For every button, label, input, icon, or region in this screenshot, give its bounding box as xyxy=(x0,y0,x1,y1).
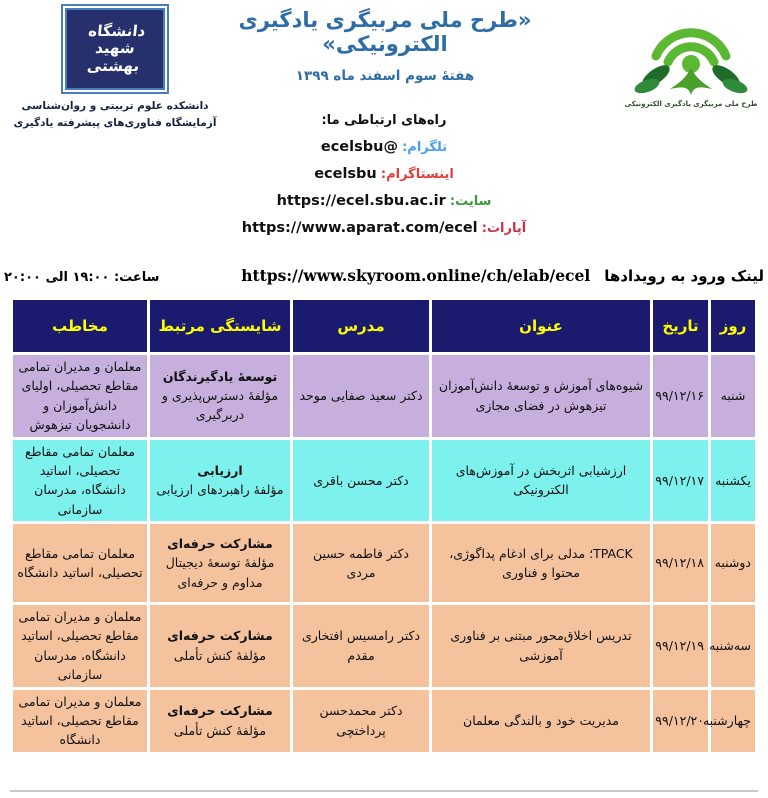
page-subtitle: هفتهٔ سوم اسفند ماه ۱۳۹۹ xyxy=(295,68,475,84)
cell-day: چهارشنبه xyxy=(711,690,755,752)
contact-aparat xyxy=(0,220,768,236)
cell-day: دوشنبه xyxy=(711,524,755,602)
cell-date: ۹۹/۱۲/۱۶ xyxy=(653,355,708,437)
cell-title: تدریس اخلاق‌محور مبتنی بر فناوری آموزشی xyxy=(432,605,650,687)
table-row-tuesday xyxy=(13,605,755,687)
competency-main: مشارکت حرفه‌ای xyxy=(167,703,273,719)
competency-main: مشارکت حرفه‌ای xyxy=(167,628,273,644)
cell-competency xyxy=(150,440,290,522)
events-bar xyxy=(4,266,764,285)
instagram-label: اینستاگرام: xyxy=(380,167,454,182)
cell-audience: معلمان و مدیران تمامی مقاطع تحصیلی، اساتید دانشگاه، مدرسان سازمانی xyxy=(13,605,147,687)
cell-title: TPACK؛ مدلی برای ادغام پداگوژی، محتوا و فناوری xyxy=(432,524,650,602)
contact-instagram xyxy=(0,166,768,182)
skyroom-events-url[interactable]: https://www.skyroom.online/ch/elab/ecel xyxy=(241,266,591,285)
telegram-label: تلگرام: xyxy=(402,140,448,155)
table-row-saturday xyxy=(13,355,755,437)
cell-audience: معلمان تمامی مقاطع تحصیلی، اساتید دانشگاه، مدرسان سازمانی xyxy=(13,440,147,522)
competency-sub: مؤلفهٔ توسعهٔ دیجیتال مداوم و حرفه‌ای xyxy=(165,555,275,590)
cell-audience: معلمان و مدیران تمامی مقاطع تحصیلی، اولیای دانش‌آموزان و دانشجویان تیزهوش xyxy=(13,355,147,437)
table-row-monday xyxy=(13,524,755,602)
schedule-table xyxy=(10,297,758,755)
aparat-url[interactable]: https://www.aparat.com/ecel xyxy=(241,220,478,236)
cell-date: ۹۹/۱۲/۱۸ xyxy=(653,524,708,602)
instagram-handle[interactable]: ecelsbu xyxy=(314,166,377,182)
sbu-university-logo xyxy=(65,8,165,90)
aparat-label: آپارات: xyxy=(481,221,527,236)
cell-day: یکشنبه xyxy=(711,440,755,522)
faculty-caption: دانشکده علوم تربیتی و روان‌شناسی xyxy=(21,100,209,112)
cell-date: ۹۹/۱۲/۱۹ xyxy=(653,605,708,687)
website-url[interactable]: https://ecel.sbu.ac.ir xyxy=(276,193,446,209)
telegram-handle[interactable]: @ecelsbu xyxy=(320,139,398,155)
cell-competency xyxy=(150,690,290,752)
contact-telegram xyxy=(0,139,768,155)
cropped-next-row-edge xyxy=(10,790,758,792)
competency-sub: مؤلفهٔ کنش تأملی xyxy=(173,722,267,738)
cell-instructor: دکتر رامسیس افتخاری مقدم xyxy=(293,605,429,687)
cell-competency xyxy=(150,605,290,687)
cell-title: ارزشیابی اثربخش در آموزش‌های الکترونیکی xyxy=(432,440,650,522)
cell-instructor: دکتر سعید صفایی موحد xyxy=(293,355,429,437)
competency-main: مشارکت حرفه‌ای xyxy=(167,535,273,551)
cell-audience: معلمان تمامی مقاطع تحصیلی، اساتید دانشگاه xyxy=(13,524,147,602)
header-competency: شایستگی مرتبط xyxy=(150,300,290,352)
ecel-logo-block xyxy=(616,2,766,108)
table-row-wednesday xyxy=(13,690,755,752)
competency-sub: مؤلفهٔ کنش تأملی xyxy=(173,647,267,663)
sbu-logo-calligraphy: دانشگاه شهید بهشتی xyxy=(86,22,147,75)
table-header-row xyxy=(13,300,755,352)
cell-title: مدیریت خود و بالندگی معلمان xyxy=(432,690,650,752)
lab-caption: آزمایشگاه فناوری‌های پیشرفته یادگیری xyxy=(13,116,217,129)
competency-main: توسعهٔ یادگیرندگان xyxy=(162,368,278,384)
cell-competency xyxy=(150,524,290,602)
contact-section xyxy=(0,113,768,236)
cell-instructor: دکتر فاطمه حسین مردی xyxy=(293,524,429,602)
session-time: ساعت: ۱۹:۰۰ الی ۲۰:۰۰ xyxy=(4,270,160,285)
contact-website xyxy=(0,193,768,209)
cell-competency xyxy=(150,355,290,437)
cell-title: شیوه‌های آموزش و توسعهٔ دانش‌آموزان تیزهوش در فضای مجازی xyxy=(432,355,650,437)
header-date: تاریخ xyxy=(653,300,708,352)
page-title: «طرح ملی مربیگری یادگیری الکترونیکی» xyxy=(238,8,532,56)
cell-instructor: دکتر محسن باقری xyxy=(293,440,429,522)
ecel-logo-caption: طرح ملی مربیگری یادگیری الکترونیکی xyxy=(624,100,758,108)
cell-day: سه‌شنبه xyxy=(711,605,755,687)
website-label: سایت: xyxy=(449,194,492,209)
header-day: روز xyxy=(711,300,755,352)
header-instructor: مدرس xyxy=(293,300,429,352)
ecel-plan-logo-icon xyxy=(616,2,766,98)
competency-main: ارزیابی xyxy=(197,462,243,478)
competency-sub: مؤلفهٔ راهبردهای ارزیابی xyxy=(156,482,284,498)
cell-day: شنبه xyxy=(711,355,755,437)
table-row-sunday xyxy=(13,440,755,522)
cell-date: ۹۹/۱۲/۱۷ xyxy=(653,440,708,522)
cell-instructor: دکتر محمدحسن پرداختچی xyxy=(293,690,429,752)
cell-audience: معلمان و مدیران تمامی مقاطع تحصیلی، اساتید دانشگاه xyxy=(13,690,147,752)
header-audience: مخاطب xyxy=(13,300,147,352)
events-link-label: لینک ورود به رویدادها xyxy=(604,267,764,285)
cell-date: ۹۹/۱۲/۲۰ xyxy=(653,690,708,752)
header-title: عنوان xyxy=(432,300,650,352)
contact-heading: راه‌های ارتباطی ما: xyxy=(321,113,447,128)
competency-sub: مؤلفهٔ دسترس‌پذیری و دربرگیری xyxy=(161,388,279,423)
